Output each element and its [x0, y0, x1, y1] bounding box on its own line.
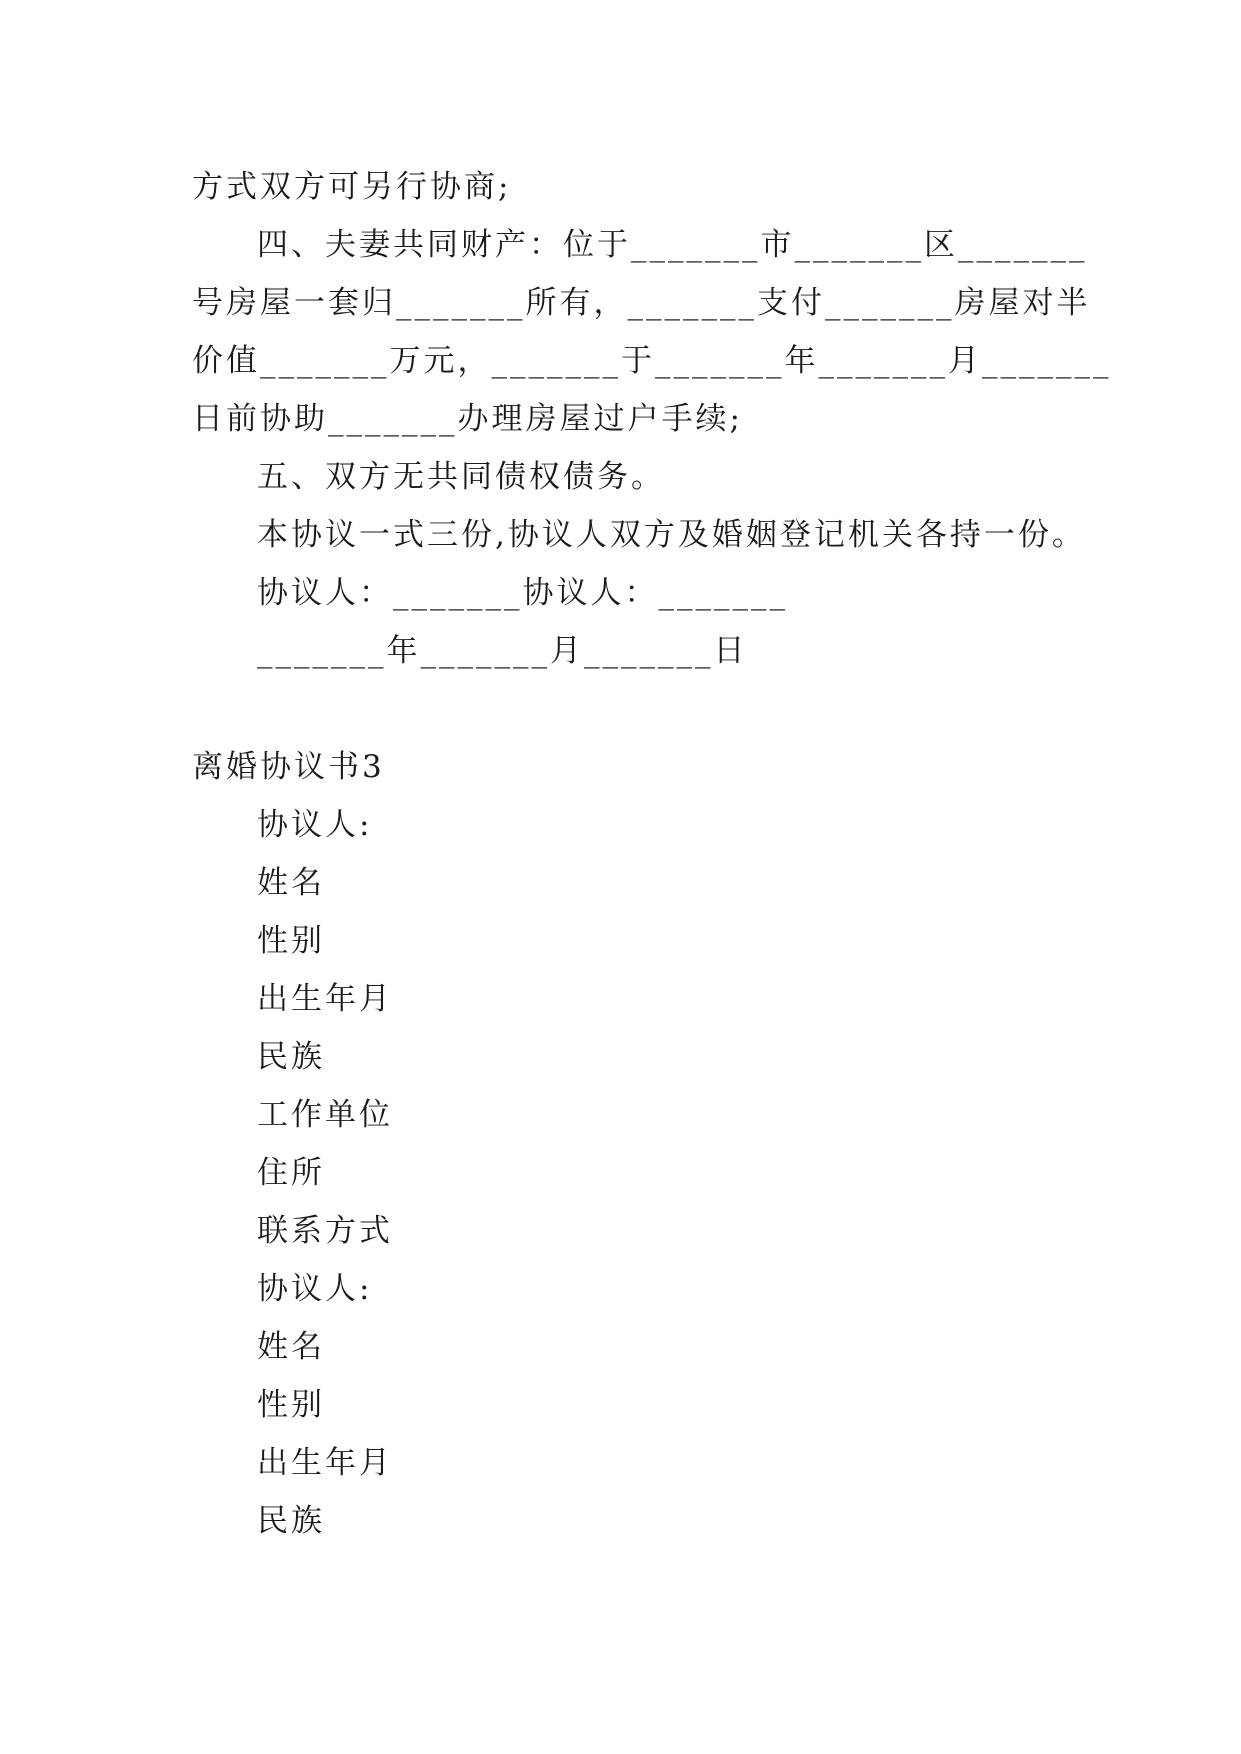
text-line: 四、夫妻共同财产：位于_______市_______区_______ — [257, 227, 1088, 263]
text-line: 日前协助_______办理房屋过户手续; — [192, 401, 743, 437]
field-label: 姓名 — [257, 1329, 325, 1365]
text-line: 价值_______万元，_______于_______年_______月_______ — [192, 343, 1112, 379]
field-label: 工作单位 — [257, 1097, 393, 1133]
text-line: 号房屋一套归_______所有，_______支付_______房屋对半 — [192, 285, 1091, 321]
date-line: _______年_______月_______日 — [257, 633, 748, 669]
field-label: 性别 — [257, 923, 325, 959]
field-label: 出生年月 — [257, 1445, 393, 1481]
field-label: 协议人: — [257, 807, 373, 843]
text-line: 方式双方可另行协商; — [192, 169, 512, 205]
field-label: 民族 — [257, 1039, 325, 1075]
text-line: 本协议一式三份,协议人双方及婚姻登记机关各持一份。 — [257, 517, 1086, 553]
signature-line: 协议人：_______协议人：_______ — [257, 575, 788, 611]
field-label: 出生年月 — [257, 981, 393, 1017]
field-label: 住所 — [257, 1155, 325, 1191]
field-label: 民族 — [257, 1503, 325, 1539]
field-label: 联系方式 — [257, 1213, 393, 1249]
section-title: 离婚协议书3 — [192, 749, 385, 785]
field-label: 性别 — [257, 1387, 325, 1423]
field-label: 协议人: — [257, 1271, 373, 1307]
text-line: 五、双方无共同债权债务。 — [257, 459, 665, 495]
field-label: 姓名 — [257, 865, 325, 901]
